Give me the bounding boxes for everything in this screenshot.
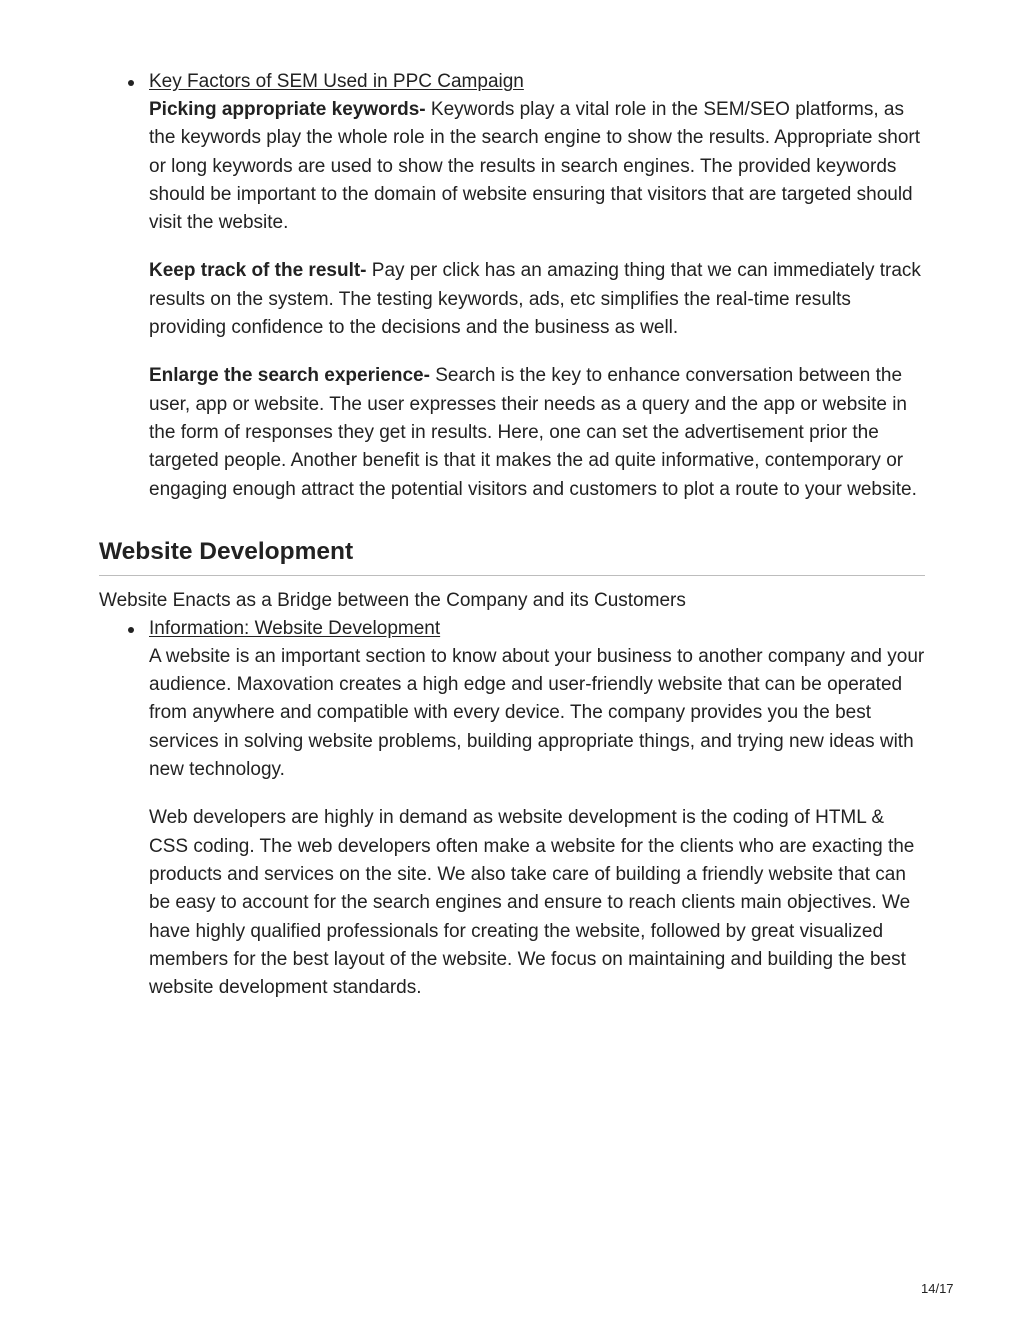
paragraph xyxy=(149,362,925,503)
list-item xyxy=(99,68,925,504)
paragraph xyxy=(149,257,925,342)
list-item xyxy=(99,615,925,1003)
paragraph: Web developers are highly in demand as website development is the coding of HTML & CSS coding. The web developers often make a website for the clients who are exacting the products and services on the site. We also take care of building a friendly website that can be easy to account for the search engines and ensure to reach clients main objectives. We have highly qualified professionals for creating the website, followed by great visualized members for the best layout of the website. We focus on maintaining and building the best website development standards. xyxy=(149,807,915,999)
paragraph: A website is an important section to know about your business to another company and your audience. Maxovation creates a high edge and user-friendly website that can be operated from anywhere and compatible with every device. The company provides you the best services in solving website problems, building appropriate things, and trying new ideas with new technology. xyxy=(149,645,925,781)
section-heading: Website Development xyxy=(99,537,925,576)
page-number: 14/17 xyxy=(921,1281,954,1296)
website-development-link[interactable]: Information: Website Development xyxy=(149,617,441,639)
bullet-dot xyxy=(128,80,134,86)
sem-factors-link[interactable]: Key Factors of SEM Used in PPC Campaign xyxy=(149,71,524,92)
paragraph xyxy=(149,96,925,237)
bullet-dot xyxy=(128,627,134,633)
paragraph-text: Search is the key to enhance conversation between the user, app or website. The user expresses their needs as a query and the app or website in the form of responses they get in results. Here, one can set the advertisement prior the targeted people. Another benefit is that it makes the ad quite informative, contemporary or engaging enough attract the potential visitors and customers to plot a route to your website. xyxy=(149,365,917,500)
section-subtitle: Website Enacts as a Bridge between the Company and its Customers xyxy=(99,589,686,611)
website-bullet-list xyxy=(99,615,925,1003)
paragraph-text: Pay per click has an amazing thing that we can immediately track results on the system. The testing keywords, ads, etc simplifies the real-time results providing confidence to the decisions and the business as well. xyxy=(149,260,921,339)
paragraph-lead: Enlarge the search experience- xyxy=(149,365,430,387)
paragraph-text: Keywords play a vital role in the SEM/SEO platforms, as the keywords play the whole role in the search engine to show the results. Appropriate short or long keywords are used to show the results in search engines. The provided keywords should be important to the domain of website ensuring that visitors that are targeted should visit the website. xyxy=(149,99,920,234)
sem-bullet-list xyxy=(99,68,925,504)
page-content xyxy=(99,68,925,1022)
paragraph-lead: Picking appropriate keywords- xyxy=(149,99,426,120)
paragraph-lead: Keep track of the result- xyxy=(149,260,367,282)
